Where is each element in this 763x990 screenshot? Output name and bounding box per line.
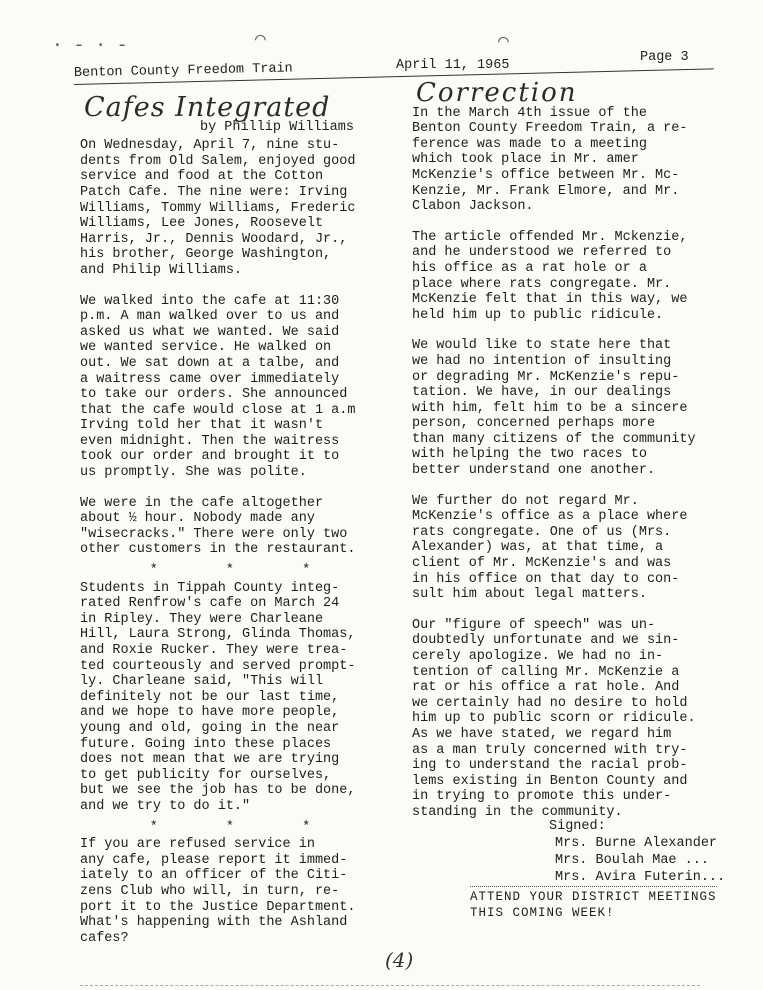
article-paragraph: We walked into the cafe at 11:30 p.m. A man walked over to us and asked us what we wanted. We said we wanted service. He walked on out. We sat down at a talbe, and a waitress came over immediately to take our orders. She announced that the cafe would close at 1 a.m Irving told her that it wasn't even midnight. Then the waitress took our order and brought it to us promptly. She was polite. <box>80 293 356 481</box>
article-paragraph: Our "figure of speech" was un- doubtedly unfortunate and we sin- cerely apologize. We had no in- tention of calling Mr. McKenzie a rat or his office a rat hole. And we certainly had no desire to hold him up to public scorn or ridicule. As we have stated, we regard him as a man truly concerned with try- ing to understand the racial prob- lems existing in Benton County and in trying to promote this under- standing in the community. <box>412 617 696 820</box>
masthead <box>74 50 714 90</box>
page-number: Page 3 <box>640 50 689 65</box>
issue-date: April 11, 1965 <box>396 58 510 73</box>
article-paragraph: If you are refused service in any cafe, please report it immed- iately to an officer of the Citi- zens Club who will, in turn, re- port it to the Justice Department. What's happening with the Ashland cafes? <box>80 837 356 946</box>
article-title-correction: Correction <box>416 78 578 108</box>
left-column <box>80 92 410 961</box>
article-title-cafes: Cafes Integrated <box>84 92 331 123</box>
article-paragraph: We further do not regard Mr. McKenzie's office as a place where rats congregate. One of us (Mrs. Alexander) was, at that time, a client of Mr. McKenzie's and was in his office on that day to con- sult him about legal matters. <box>412 493 688 603</box>
paper-name: Benton County Freedom Train <box>73 61 293 81</box>
margin-mark: ⌒ <box>255 30 266 50</box>
margin-mark: ⌒ <box>498 32 509 52</box>
folio-number: (4) <box>385 948 414 972</box>
signed-label: Signed: <box>549 819 606 834</box>
article-paragraph: Students in Tippah County integ- rated Renfrow's cafe on March 24 in Ripley. They were Charleane Hill, Laura Strong, Glinda Thomas, and Roxie Rucker. They were trea- ted courteously and served prompt- ly. Charleane said, "This will definitely not be our last time, and we hope to have more people, young and old, going in the near future. Going into these places does not mean that we are trying to get publicity for ourselves, but we see the job has to be done, and we try to do it." <box>80 580 356 814</box>
article-paragraph: We were in the cafe altogether about ½ hour. Nobody made any "wisecracks." There were only two other customers in the restaurant. <box>80 495 356 558</box>
signature-block <box>549 818 725 886</box>
notice-line: ATTEND YOUR DISTRICT MEETINGS <box>470 890 717 904</box>
separator-stars: * * * <box>149 563 341 579</box>
article-paragraph: We would like to state here that we had no intention of insulting or degrading Mr. McKenzie's repu- tation. We have, in our dealings with him, felt him to be a sincere person, concerned perhaps more than many citizens of the community with helping the two races to better understand one another. <box>412 338 696 479</box>
bottom-dashed-rule <box>80 985 700 986</box>
margin-marks: · - · - <box>52 36 128 56</box>
signature-line: Mrs. Avira Futerin... <box>555 870 726 885</box>
meeting-notice <box>470 886 717 921</box>
article-paragraph: In the March 4th issue of the Benton County Freedom Train, a re- ference was made to a meeting which took place in Mr. amer McKenzie's office between Mr. Mc- Kenzie, Mr. Frank Elmore, and Mr. Clabon Jackson. <box>412 105 688 215</box>
signature-line: Mrs. Burne Alexander <box>555 836 718 851</box>
right-column <box>412 78 747 836</box>
byline: by Phillip Williams <box>200 119 354 135</box>
notice-line: THIS COMING WEEK! <box>470 906 615 920</box>
separator-stars: * * * <box>149 819 341 835</box>
article-paragraph: On Wednesday, April 7, nine stu- dents from Old Salem, enjoyed good service and food at the Cotton Patch Cafe. The nine were: Irving Williams, Tommy Williams, Frederic Williams, Lee Jones, Roosevelt Harris, Jr., Dennis Woodard, Jr., his brother, George Washington, and Philip Williams. <box>80 138 356 278</box>
signature-line: Mrs. Boulah Mae ... <box>555 853 709 868</box>
article-paragraph: The article offended Mr. Mckenzie, and he understood we referred to his office as a rat hole or a place where rats congregate. Mr. McKenzie felt that in this way, we held him up to public ridicule. <box>412 229 688 323</box>
